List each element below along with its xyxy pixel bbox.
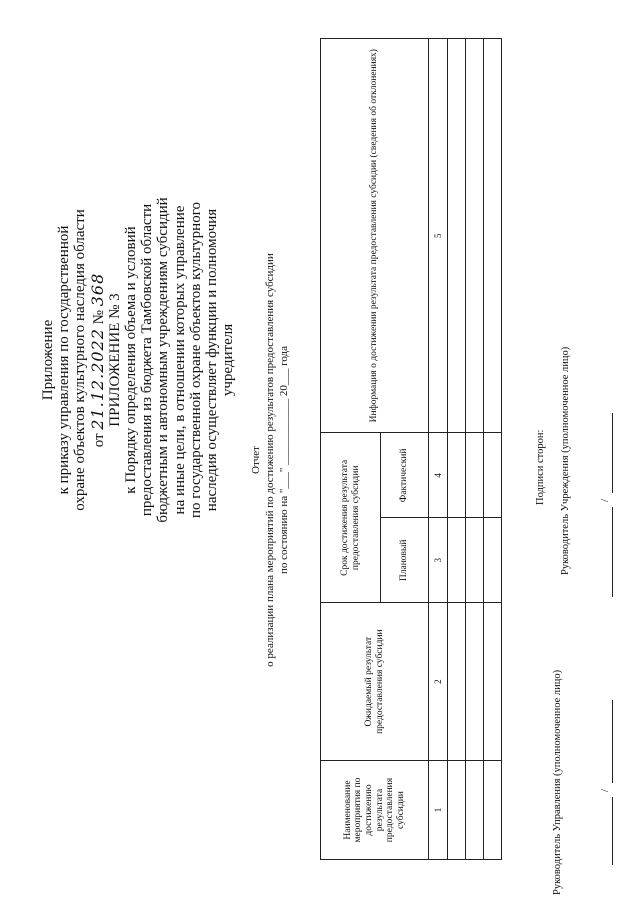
table-cell [466, 39, 484, 433]
table-row [484, 39, 502, 860]
col-header-info: Информация о достижении результата предоставления субсидии (сведения об отклонениях) [321, 39, 429, 433]
table-row [448, 39, 466, 860]
desc-line-1: к Порядку определения объема и условий [122, 226, 139, 494]
report-title-block [250, 215, 291, 705]
table-cell [448, 518, 466, 603]
table-cell [466, 603, 484, 761]
number-label: № [90, 310, 107, 325]
signature-right-line-2 [612, 413, 613, 493]
header-order-line: к приказу управления по государственной [56, 225, 73, 495]
table-cell [448, 603, 466, 761]
desc-line-7: учредителя [220, 323, 237, 397]
table-cell [484, 433, 502, 518]
table-cell [484, 761, 502, 860]
column-number: 5 [429, 39, 448, 433]
signature-right-slash: / [599, 498, 611, 502]
header-agency-line: охране объектов культурного наследия области [72, 209, 89, 511]
report-table [320, 38, 502, 860]
signature-right-label: Руководитель Учреждения (уполномоченное лицо) [560, 346, 571, 575]
report-as-of: по состоянию на "___" ____________ 20___ года [277, 345, 290, 575]
signature-right-line-1 [612, 507, 613, 597]
desc-line-5: по государственной охране объектов культурного [187, 202, 204, 518]
table-cell [484, 39, 502, 433]
handwritten-date: 21.12.2022 [87, 328, 107, 430]
col-header-expected-result: Ожидаемый результат предоставления субсидии [321, 603, 429, 761]
col-header-actual: Фактический [381, 433, 429, 518]
date-prefix: от [90, 433, 107, 448]
appendix-number: ПРИЛОЖЕНИЕ № 3 [106, 293, 123, 427]
table-cell [466, 518, 484, 603]
signature-left-slash: / [599, 788, 611, 792]
column-number-row [429, 39, 448, 860]
table-row [466, 39, 484, 860]
table-cell [466, 433, 484, 518]
handwritten-number: 368 [87, 272, 107, 307]
table-cell [484, 518, 502, 603]
signature-left-line-1 [612, 797, 613, 865]
header-block [40, 15, 236, 705]
col-header-activity: Наименование мероприятия по достижению результата предоставления субсидии [321, 761, 429, 860]
table-cell [448, 39, 466, 433]
table-cell [484, 603, 502, 761]
signatures-caption: Подписи сторон: [535, 429, 546, 505]
header-appendix-word: Приложение [40, 319, 56, 401]
column-number: 4 [429, 433, 448, 518]
table-cell [448, 433, 466, 518]
header-date-line [89, 15, 107, 705]
report-subtitle: о реализации плана мероприятий по достижению результатов предоставления субсидии [263, 253, 276, 667]
signature-left-line-2 [612, 700, 613, 783]
desc-line-6: наследия осуществляет функции и полномочия [203, 208, 220, 512]
report-title: Отчет [250, 446, 262, 474]
col-header-deadline: Срок достижения результата предоставления субсидии [321, 433, 381, 603]
desc-line-2: предоставления из бюджета Тамбовской области [139, 203, 156, 517]
signature-left-label: Руководитель Управления (уполномоченное лицо) [552, 669, 563, 895]
desc-line-4: на иные цели, в отношении которых управление [171, 205, 188, 515]
column-number: 1 [429, 761, 448, 860]
desc-line-3: бюджетным и автономным учреждениям субсидий [155, 197, 172, 523]
table-cell [466, 761, 484, 860]
column-number: 2 [429, 603, 448, 761]
table-cell [448, 761, 466, 860]
col-header-planned: Плановый [381, 518, 429, 603]
column-number: 3 [429, 518, 448, 603]
